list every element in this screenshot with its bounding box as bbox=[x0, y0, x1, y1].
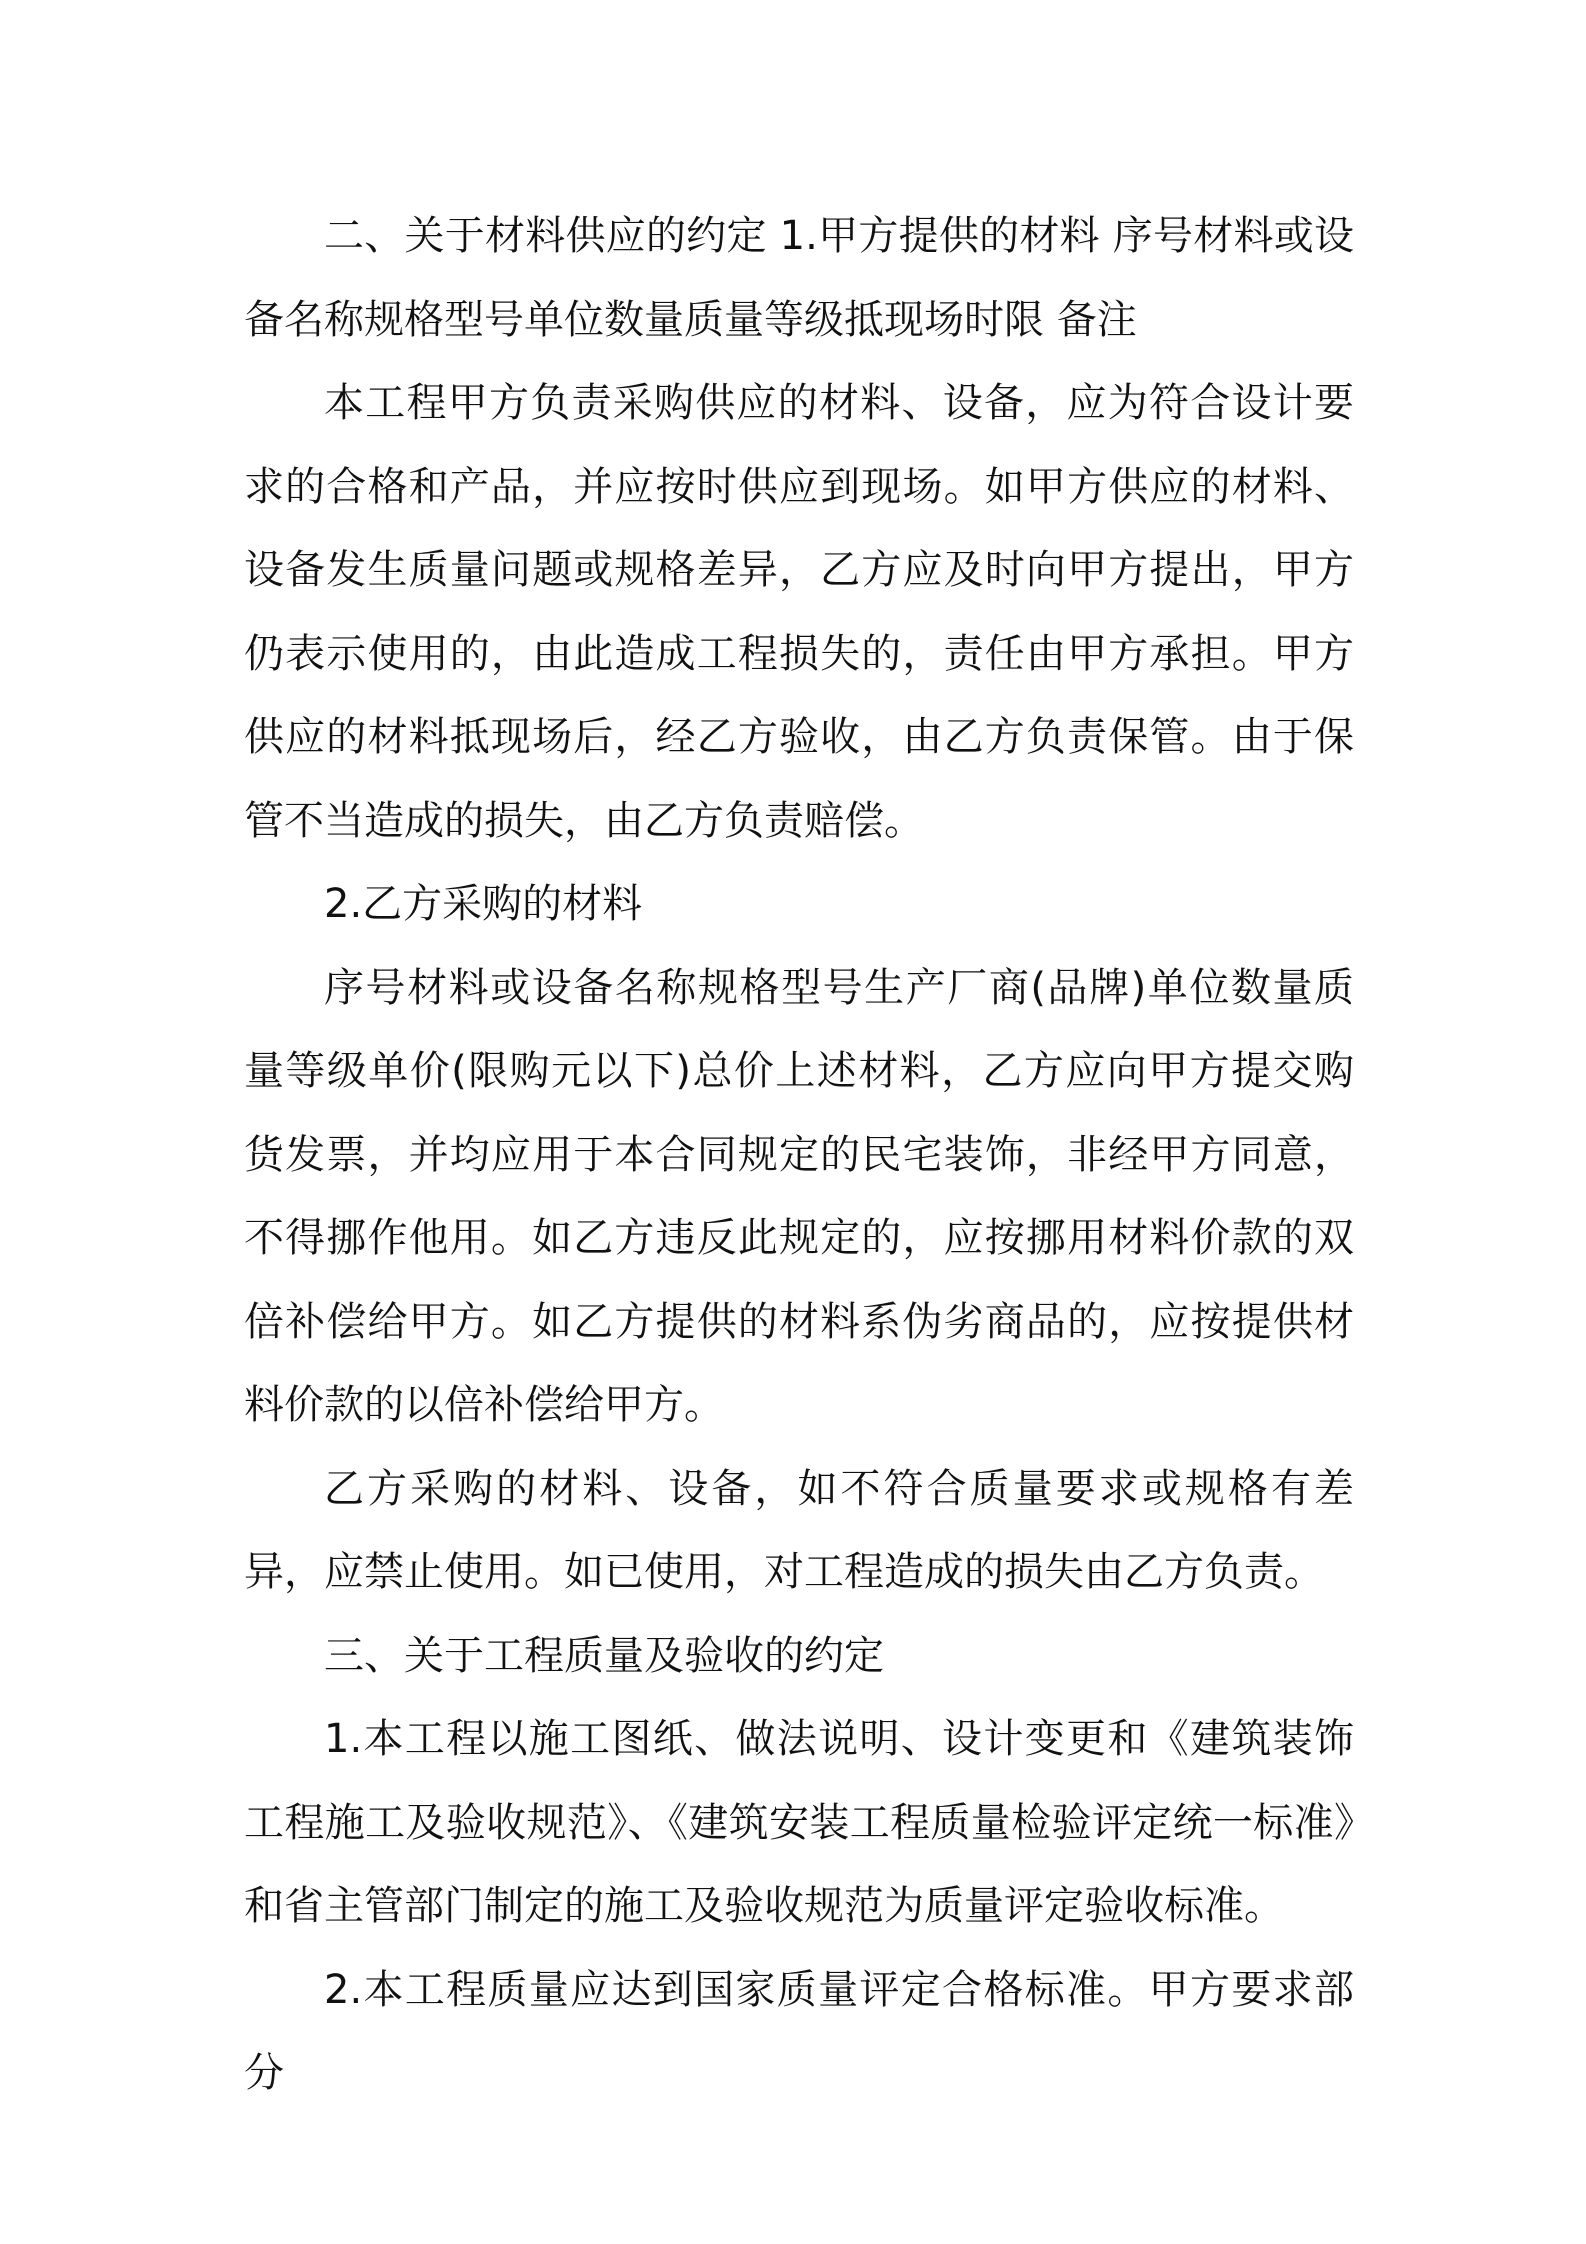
paragraph-quality-level: 2.本工程质量应达到国家质量评定合格标准。甲方要求部分 bbox=[244, 1966, 1354, 2096]
paragraph-quality-acceptance-heading: 三、关于工程质量及验收的约定 bbox=[324, 1632, 884, 1679]
paragraph-party-b-quality-terms: 乙方采购的材料、设备，如不符合质量要求或规格有差异，应禁止使用。如已使用，对工程造成的损失由乙方负责。 bbox=[244, 1465, 1354, 1595]
document-page bbox=[244, 195, 1354, 2116]
paragraph-party-a-supply-terms: 本工程甲方负责采购供应的材料、设备，应为符合设计要求的合格和产品，并应按时供应到现场。如甲方供应的材料、设备发生质量问题或规格差异，乙方应及时向甲方提出，甲方仍表示使用的，由此造成工程损失的，责任由甲方承担。甲方供应的材料抵现场后，经乙方验收，由乙方负责保管。由于保管不当造成的损失，由乙方负责赔偿。 bbox=[244, 380, 1354, 844]
paragraph-acceptance-standards: 1.本工程以施工图纸、做法说明、设计变更和《建筑装饰工程施工及验收规范》、《建筑安装工程质量检验评定统一标准》和省主管部门制定的施工及验收规范为质量评定验收标准。 bbox=[244, 1716, 1354, 1929]
paragraph-party-b-purchase-terms: 序号材料或设备名称规格型号生产厂商(品牌)单位数量质量等级单价(限购元以下)总价上述材料，乙方应向甲方提交购货发票，并均应用于本合同规定的民宅装饰，非经甲方同意，不得挪作他用。如乙方违反此规定的，应按挪用材料价款的双倍补偿给甲方。如乙方提供的材料系伪劣商品的，应按提供材料价款的以倍补偿给甲方。 bbox=[244, 964, 1354, 1428]
paragraph-materials-supply-heading: 二、关于材料供应的约定 1.甲方提供的材料 序号材料或设备名称规格型号单位数量质量等级抵现场时限 备注 bbox=[244, 213, 1354, 343]
paragraph-party-b-materials-heading: 2.乙方采购的材料 bbox=[324, 881, 643, 927]
